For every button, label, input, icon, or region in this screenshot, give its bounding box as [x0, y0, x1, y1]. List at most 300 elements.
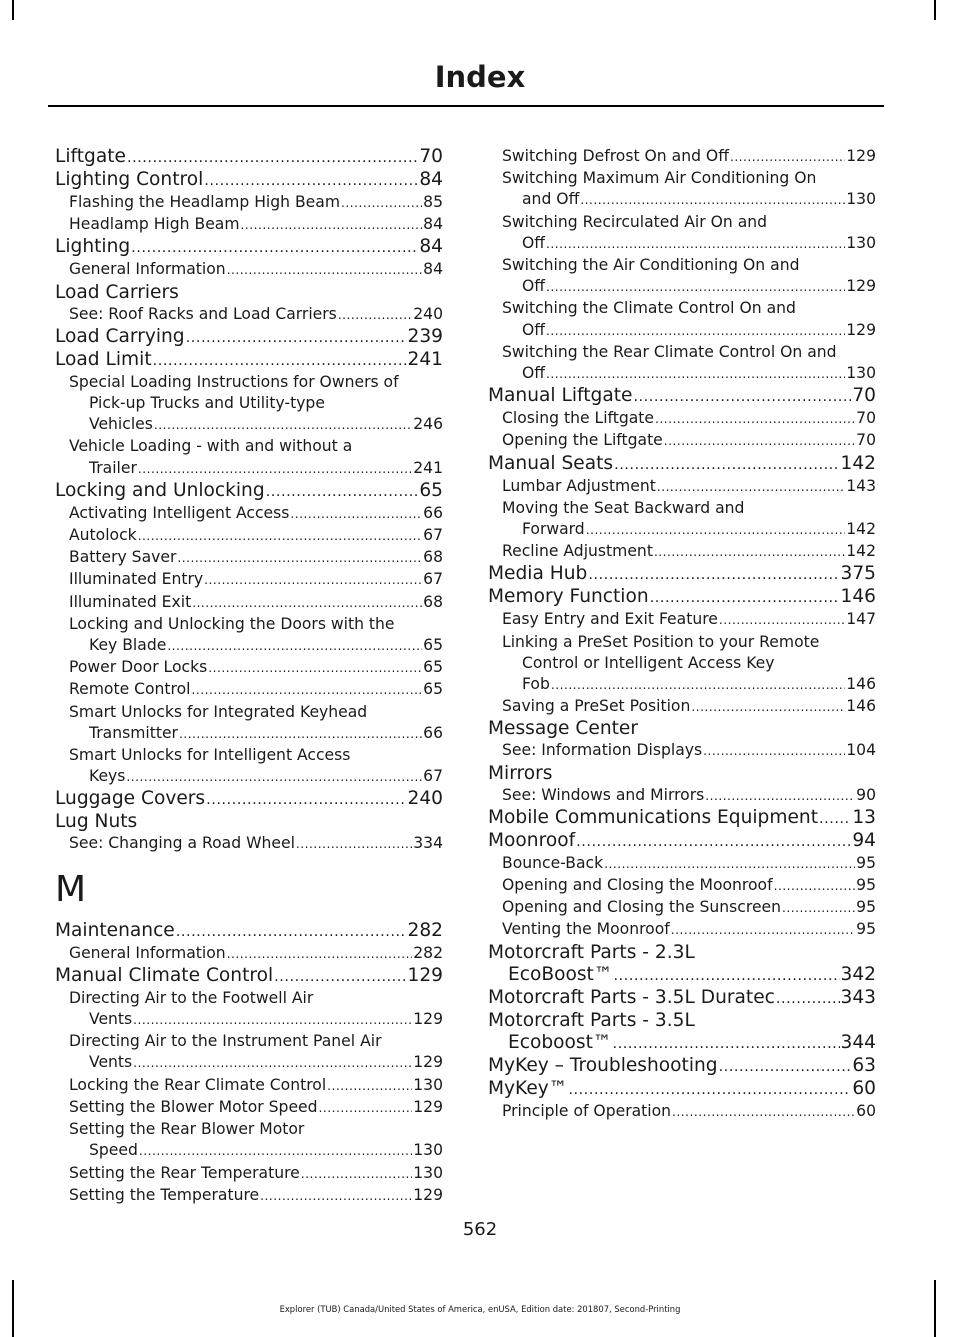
- leader-dots: [671, 919, 855, 941]
- entry-text: Setting the Rear Temperature: [69, 1163, 300, 1182]
- page-ref: 66: [423, 723, 443, 742]
- page-ref: 129: [846, 147, 876, 165]
- leader-dots: [691, 696, 845, 718]
- index-subentry: [55, 525, 443, 547]
- entry-line: [502, 1101, 876, 1123]
- index-subentry: [488, 875, 876, 897]
- entry-text: Load Carrying: [55, 325, 185, 347]
- index-subentry: [55, 436, 443, 479]
- page-ref: 70: [856, 431, 876, 450]
- index-subentry: [488, 919, 876, 941]
- leader-dots: [612, 1032, 839, 1055]
- index-entry: [55, 965, 443, 988]
- entry-line: Moving the Seat Backward and: [502, 498, 745, 517]
- leader-dots: [719, 609, 845, 631]
- index-subentry: [55, 1163, 443, 1185]
- page-ref: 344: [840, 1031, 876, 1053]
- entry-line: [488, 1078, 876, 1101]
- leader-dots: [586, 519, 846, 541]
- entry-text: Battery Saver: [69, 548, 177, 567]
- entry-line: [69, 766, 443, 788]
- entry-text: Vents: [89, 1010, 133, 1029]
- entry-line: [502, 146, 876, 168]
- leader-dots: [227, 259, 422, 281]
- page-ref: 13: [852, 806, 876, 828]
- page-ref: 84: [419, 169, 443, 190]
- entry-text: Bounce-Back: [502, 853, 604, 872]
- leader-dots: [719, 1055, 852, 1078]
- entry-text: Vents: [89, 1053, 133, 1072]
- entry-line: [55, 788, 443, 811]
- entry-line: [488, 385, 876, 408]
- entry-line: [69, 635, 443, 657]
- entry-line: [502, 853, 876, 875]
- entry-line: [502, 897, 876, 919]
- page-title: Index: [434, 60, 526, 94]
- page-ref: 343: [840, 986, 876, 1008]
- entry-line: [502, 919, 876, 941]
- index-entry: [55, 920, 443, 943]
- leader-dots: [241, 214, 423, 236]
- entry-line: [69, 657, 443, 679]
- entry-line: [488, 964, 876, 987]
- entry-text: See: Changing a Road Wheel: [69, 834, 295, 853]
- page-ref: 240: [413, 304, 443, 323]
- entry-line: [502, 740, 876, 762]
- entry-line: Switching the Rear Climate Control On and: [502, 342, 837, 361]
- page-ref: 94: [852, 829, 876, 851]
- page-ref: 84: [419, 236, 443, 258]
- index-subentry: [488, 476, 876, 498]
- leader-dots: [139, 1140, 412, 1162]
- index-subentry: [55, 988, 443, 1031]
- leader-dots: [657, 476, 845, 498]
- entry-text: MyKey – Troubleshooting: [488, 1054, 718, 1076]
- page-ref: 95: [856, 853, 876, 872]
- leader-dots: [227, 943, 413, 965]
- entry-text: Ecoboost™: [508, 1031, 612, 1053]
- index-subentry: [55, 614, 443, 657]
- page-ref: 65: [423, 680, 443, 699]
- leader-dots: [296, 833, 412, 855]
- entry-line: [69, 525, 443, 547]
- entry-text: Setting the Blower Motor Speed: [69, 1097, 318, 1116]
- entry-line: [69, 214, 443, 236]
- entry-line: [69, 192, 443, 214]
- index-subentry: [488, 255, 876, 298]
- leader-dots: [703, 740, 845, 762]
- index-entry: [55, 146, 443, 169]
- page-ref: 130: [413, 1163, 443, 1182]
- index-entry: [55, 788, 443, 811]
- entry-line: [488, 453, 876, 476]
- entry-line: [502, 476, 876, 498]
- entry-line: [488, 830, 876, 853]
- leader-dots: [290, 503, 422, 525]
- leader-dots: [672, 1101, 855, 1123]
- entry-line: Linking a PreSet Position to your Remote: [502, 632, 820, 651]
- entry-text: Easy Entry and Exit Feature: [502, 610, 718, 629]
- page-ref: 282: [413, 943, 443, 962]
- crop-mark-top-left: [12, 0, 14, 20]
- index-subentry: [488, 430, 876, 452]
- index-entry: [488, 1055, 876, 1078]
- index-subentry: [55, 1031, 443, 1074]
- entry-line: [69, 414, 443, 436]
- entry-line: [502, 519, 876, 541]
- index-entry: [55, 282, 443, 304]
- entry-line: Motorcraft Parts - 2.3L: [488, 941, 695, 963]
- entry-text: Liftgate: [55, 146, 126, 167]
- entry-line: [69, 1052, 443, 1074]
- leader-dots: [613, 964, 839, 987]
- page-ref: 342: [840, 963, 876, 985]
- index-column-left: [55, 146, 443, 1207]
- index-entry: [488, 763, 876, 785]
- index-entry: [488, 385, 876, 408]
- page-ref: 241: [407, 348, 443, 370]
- leader-dots: [588, 563, 839, 586]
- page-ref: 85: [423, 193, 443, 211]
- page-ref: 142: [840, 452, 876, 474]
- page-ref: 146: [846, 675, 876, 694]
- entry-text: Locking the Rear Climate Control: [69, 1075, 327, 1094]
- leader-dots: [301, 1163, 412, 1185]
- entry-text: Forward: [522, 520, 585, 539]
- entry-line: Locking and Unlocking the Doors with the: [69, 614, 395, 633]
- entry-line: [502, 785, 876, 807]
- index-subentry: [488, 853, 876, 875]
- entry-line: [502, 189, 876, 211]
- entry-text: Off: [522, 277, 546, 296]
- index-subentry: [55, 592, 443, 614]
- index-entry: [55, 480, 443, 503]
- entry-text: Venting the Moonroof: [502, 920, 670, 939]
- page-ref: 70: [419, 146, 443, 167]
- index-subentry: [488, 408, 876, 430]
- leader-dots: [776, 987, 840, 1010]
- entry-text: Maintenance: [55, 919, 175, 941]
- page-ref: 65: [423, 636, 443, 655]
- page-ref: 240: [407, 788, 443, 810]
- page-ref: 375: [840, 563, 876, 585]
- entry-line: [502, 674, 876, 696]
- entry-text: General Information: [69, 260, 226, 279]
- leader-dots: [208, 657, 422, 679]
- entry-line: Switching the Air Conditioning On and: [502, 256, 800, 275]
- leader-dots: [126, 766, 422, 788]
- page-ref: 70: [852, 385, 876, 407]
- entry-text: Media Hub: [488, 563, 588, 585]
- page-ref: 90: [856, 785, 876, 804]
- index-subentry: [488, 146, 876, 168]
- entry-line: Directing Air to the Instrument Panel Air: [69, 1032, 382, 1051]
- page-ref: 84: [423, 215, 443, 234]
- page-ref: 129: [846, 320, 876, 339]
- index-subentry: [488, 498, 876, 541]
- page-ref: 68: [423, 592, 443, 611]
- leader-dots: [131, 236, 418, 259]
- leader-dots: [260, 1185, 412, 1207]
- entry-text: Illuminated Exit: [69, 592, 192, 611]
- page-ref: 129: [413, 1053, 443, 1072]
- page-number: 562: [462, 1219, 498, 1240]
- page-ref: 67: [423, 767, 443, 786]
- index-subentry: [55, 304, 443, 326]
- leader-dots: [127, 146, 418, 169]
- entry-line: [502, 696, 876, 718]
- page-ref: 67: [423, 526, 443, 545]
- page-ref: 239: [407, 325, 443, 347]
- entry-text: Motorcraft Parts - 3.5L Duratec: [488, 986, 775, 1008]
- entry-line: [502, 875, 876, 897]
- leader-dots: [730, 146, 845, 168]
- entry-text: Principle of Operation: [502, 1101, 672, 1120]
- entry-text: Transmitter: [89, 723, 178, 742]
- page-ref: 241: [413, 458, 443, 477]
- index-subentry: [55, 833, 443, 855]
- entry-line: [69, 833, 443, 855]
- entry-line: [488, 586, 876, 609]
- entry-line: [69, 304, 443, 326]
- entry-text: Opening and Closing the Sunscreen: [502, 898, 782, 917]
- entry-line: [69, 569, 443, 591]
- entry-line: [69, 1163, 443, 1185]
- leader-dots: [204, 569, 422, 591]
- entry-line: [55, 146, 443, 169]
- entry-text: Recline Adjustment: [502, 542, 653, 561]
- page-ref: 130: [846, 190, 876, 209]
- entry-text: Lumbar Adjustment: [502, 476, 656, 495]
- leader-dots: [654, 541, 845, 563]
- index-subentry: [488, 897, 876, 919]
- entry-text: Memory Function: [488, 586, 649, 608]
- entry-text: Remote Control: [69, 680, 191, 699]
- entry-line: [69, 1185, 443, 1207]
- entry-line: [502, 320, 876, 342]
- index-entry: [55, 326, 443, 349]
- leader-dots: [819, 807, 851, 830]
- entry-text: Off: [522, 364, 546, 383]
- entry-text: Manual Climate Control: [55, 964, 274, 986]
- index-subentry: [488, 609, 876, 631]
- entry-line: Switching Maximum Air Conditioning On: [502, 169, 817, 188]
- index-entry: [55, 811, 443, 833]
- index-subentry: [55, 745, 443, 788]
- page-ref: 129: [846, 277, 876, 296]
- leader-dots: [705, 785, 855, 807]
- index-subentry: [55, 569, 443, 591]
- entry-text: Locking and Unlocking: [55, 479, 265, 501]
- entry-text: Opening the Liftgate: [502, 431, 663, 450]
- entry-line: [55, 920, 443, 943]
- page-ref: 70: [856, 409, 876, 428]
- entry-line: Motorcraft Parts - 3.5L: [488, 1009, 695, 1031]
- page-ref: 95: [856, 898, 876, 917]
- entry-text: Closing the Liftgate: [502, 409, 655, 428]
- section-letter: M: [55, 868, 87, 910]
- entry-line: [55, 236, 443, 259]
- entry-line: Control or Intelligent Access Key: [522, 653, 775, 672]
- leader-dots: [176, 920, 407, 943]
- entry-line: Vehicle Loading - with and without a: [69, 437, 353, 456]
- index-subentry: [488, 632, 876, 697]
- leader-dots: [580, 189, 845, 211]
- index-subentry: [55, 943, 443, 965]
- entry-line: [69, 1075, 443, 1097]
- index-entry: [55, 169, 443, 192]
- index-entry: [488, 830, 876, 853]
- entry-text: Trailer: [89, 458, 137, 477]
- page-ref: 65: [419, 479, 443, 501]
- page-ref: 142: [846, 520, 876, 539]
- index-subentry: [488, 168, 876, 211]
- leader-dots: [138, 525, 422, 547]
- leader-dots: [341, 192, 422, 214]
- entry-line: [69, 1097, 443, 1119]
- leader-dots: [546, 320, 845, 342]
- entry-line: [502, 233, 876, 255]
- index-subentry: [488, 298, 876, 341]
- index-subentry: [55, 503, 443, 525]
- leader-dots: [655, 408, 855, 430]
- page-ref: 282: [407, 919, 443, 941]
- page-ref: 130: [413, 1075, 443, 1094]
- page-ref: 130: [846, 233, 876, 252]
- page-ref: 129: [413, 1010, 443, 1029]
- entry-text: and Off: [522, 190, 580, 209]
- entry-text: See: Roof Racks and Load Carriers: [69, 304, 337, 323]
- index-entry: [488, 718, 876, 740]
- leader-dots: [206, 788, 406, 811]
- entry-text: Activating Intelligent Access: [69, 503, 290, 522]
- leader-dots: [546, 363, 845, 385]
- index-entry: [488, 453, 876, 476]
- entry-line: [69, 679, 443, 701]
- entry-text: Autolock: [69, 526, 137, 545]
- entry-text: Manual Seats: [488, 452, 614, 474]
- leader-dots: [204, 169, 418, 192]
- leader-dots: [551, 674, 845, 696]
- leader-dots: [338, 304, 412, 326]
- page-ref: 143: [846, 476, 876, 495]
- leader-dots: [133, 1052, 412, 1074]
- page-ref: 84: [423, 260, 443, 279]
- leader-dots: [546, 276, 845, 298]
- page-ref: 142: [846, 542, 876, 561]
- index-subentry: [488, 740, 876, 762]
- page-ref: 95: [856, 876, 876, 895]
- leader-dots: [782, 897, 855, 919]
- crop-mark-top-right: [934, 0, 936, 20]
- index-subentry: [488, 696, 876, 718]
- leader-dots: [177, 547, 422, 569]
- entry-line: [488, 1032, 876, 1055]
- entry-text: Switching Defrost On and Off: [502, 147, 729, 165]
- entry-line: [502, 408, 876, 430]
- entry-line: [502, 541, 876, 563]
- entry-text: Moonroof: [488, 829, 576, 851]
- entry-line: Special Loading Instructions for Owners of: [69, 372, 399, 391]
- leader-dots: [614, 453, 839, 476]
- page-ref: 60: [852, 1077, 876, 1099]
- index-entry: [488, 942, 876, 987]
- entry-line: [55, 326, 443, 349]
- leader-dots: [664, 430, 855, 452]
- leader-dots: [186, 326, 407, 349]
- entry-text: Flashing the Headlamp High Beam: [69, 193, 341, 211]
- entry-text: See: Information Displays: [502, 741, 703, 760]
- entry-text: MyKey™: [488, 1077, 568, 1099]
- index-entry: [488, 586, 876, 609]
- entry-line: [69, 458, 443, 480]
- index-entry: [55, 349, 443, 372]
- index-subentry: [55, 1097, 443, 1119]
- index-subentry: [55, 702, 443, 745]
- index-entry: [488, 1078, 876, 1101]
- entry-text: Lighting: [55, 236, 131, 258]
- entry-text: Fob: [522, 675, 550, 694]
- entry-text: EcoBoost™: [508, 963, 613, 985]
- entry-text: Keys: [89, 767, 126, 786]
- page-ref: 146: [840, 586, 876, 608]
- entry-text: Saving a PreSet Position: [502, 697, 691, 716]
- entry-text: General Information: [69, 943, 226, 962]
- page-ref: 246: [413, 415, 443, 434]
- page-ref: 60: [856, 1101, 876, 1120]
- entry-line: [55, 965, 443, 988]
- entry-line: [69, 723, 443, 745]
- entry-line: [69, 1140, 443, 1162]
- page-ref: 68: [423, 548, 443, 567]
- entry-text: Off: [522, 233, 546, 252]
- entry-line: Switching the Climate Control On and: [502, 299, 796, 318]
- index-subentry: [55, 547, 443, 569]
- entry-text: Off: [522, 320, 546, 339]
- entry-text: Setting the Temperature: [69, 1185, 260, 1204]
- entry-line: [488, 563, 876, 586]
- entry-line: [488, 987, 876, 1010]
- index-subentry: [488, 342, 876, 385]
- entry-line: Directing Air to the Footwell Air: [69, 988, 314, 1007]
- leader-dots: [167, 635, 422, 657]
- leader-dots: [319, 1097, 413, 1119]
- index-entry: [488, 563, 876, 586]
- entry-line: [69, 259, 443, 281]
- index-subentry: [488, 785, 876, 807]
- entry-text: Lighting Control: [55, 169, 204, 190]
- page-ref: 67: [423, 570, 443, 589]
- leader-dots: [192, 679, 423, 701]
- entry-text: Illuminated Entry: [69, 570, 204, 589]
- index-entry: [488, 1010, 876, 1055]
- entry-line: [55, 480, 443, 503]
- index-entry: [488, 807, 876, 830]
- entry-line: Lug Nuts: [55, 811, 138, 833]
- entry-line: Setting the Rear Blower Motor: [69, 1120, 305, 1139]
- entry-text: Speed: [89, 1141, 138, 1160]
- entry-line: [69, 547, 443, 569]
- leader-dots: [153, 349, 407, 372]
- entry-line: [502, 363, 876, 385]
- leader-dots: [179, 723, 422, 745]
- leader-dots: [604, 853, 855, 875]
- leader-dots: [138, 458, 412, 480]
- leader-dots: [774, 875, 856, 897]
- page-ref: 130: [846, 364, 876, 383]
- entry-line: [69, 1009, 443, 1031]
- entry-line: [69, 503, 443, 525]
